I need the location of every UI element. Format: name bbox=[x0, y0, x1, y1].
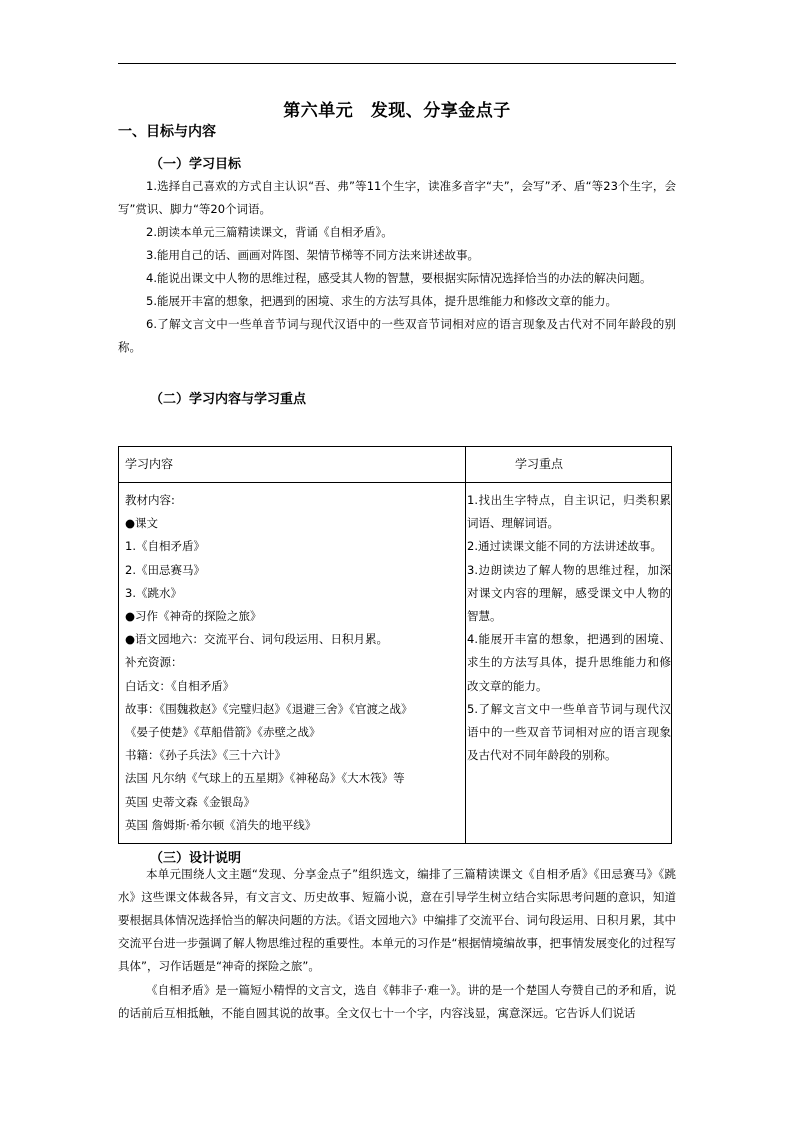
content-line: 英国 詹姆斯·希尔顿《消失的地平线》 bbox=[125, 817, 317, 832]
subheading-learning-goals: （一）学习目标 bbox=[150, 157, 242, 172]
table-cell-content bbox=[125, 489, 461, 837]
goal-item: 1.选择自己喜欢的方式自主认识“吾、弗”等11个生字，读准多音字“夫”，会写”矛、盾“等23个生字，会写”赏识、脚力“等20个词语。 bbox=[118, 179, 676, 216]
goal-item: 5.能展开丰富的想象，把遇到的困境、求生的方法写具体，提升思维能力和修改文章的能力。 bbox=[146, 294, 617, 308]
goal-item: 3.能用自己的话、画画对阵图、架情节梯等不同方法来讲述故事。 bbox=[146, 248, 479, 262]
table-header-focus: 学习重点 bbox=[515, 457, 564, 471]
content-line: 《晏子使楚》《草船借箭》《赤壁之战》 bbox=[125, 725, 321, 740]
focus-item: 4.能展开丰富的想象，把遇到的困境、求生的方法写具体，提升思维能力和修改文章的能力。 bbox=[467, 632, 671, 693]
focus-item: 1.找出生字特点，自主识记，归类积累词语、理解词语。 bbox=[467, 493, 671, 531]
goal-item: 2.朗读本单元三篇精读课文，背诵《自相矛盾》。 bbox=[146, 225, 393, 239]
table-cell-focus bbox=[467, 489, 671, 767]
content-line: ●语文园地六：交流平台、词句段运用、日积月累。 bbox=[125, 632, 389, 647]
focus-item: 3.边朗读边了解人物的思维过程，加深对课文内容的理解，感受课文中人物的智慧。 bbox=[467, 562, 671, 624]
focus-item: 2.通过读课文能不同的方法讲述故事。 bbox=[467, 539, 662, 554]
content-line: 故事：《围魏救赵》《完璧归赵》《退避三舍》《官渡之战》 bbox=[125, 701, 413, 716]
section-heading-goals-content: 一、目标与内容 bbox=[118, 124, 216, 140]
content-line: 法国 凡尔纳《气球上的五星期》《神秘岛》《大木筏》等 bbox=[125, 771, 405, 786]
design-paragraph: 《自相矛盾》是一篇短小精悍的文言文，选自《韩非子·难一》。讲的是一个楚国人夸赞自己的矛和盾，说的话前后互相抵触，不能自圆其说的故事。全文仅七十一个字，内容浅显，寓意深远。它告诉人们说话 bbox=[118, 983, 676, 1020]
subheading-design-notes: （三）设计说明 bbox=[150, 851, 242, 866]
content-line: 白话文：《自相矛盾》 bbox=[125, 678, 235, 693]
unit-title: 第六单元 发现、分享金点子 bbox=[283, 101, 511, 121]
header-rule bbox=[118, 63, 676, 64]
content-line: ●习作《神奇的探险之旅》 bbox=[125, 609, 262, 624]
subheading-content-focus: （二）学习内容与学习重点 bbox=[150, 392, 307, 407]
content-line: 英国 史蒂文森《金银岛》 bbox=[125, 794, 256, 809]
content-line: 1.《自相矛盾》 bbox=[125, 539, 205, 554]
content-focus-table bbox=[118, 446, 672, 844]
focus-item: 5.了解文言文中一些单音节词与现代汉语中的一些双音节词相对应的语言现象及古代对不同年龄段的别称。 bbox=[467, 701, 671, 763]
content-line: 书籍：《孙子兵法》《三十六计》 bbox=[125, 748, 286, 763]
content-line: ●课文 bbox=[125, 516, 159, 531]
table-header-content: 学习内容 bbox=[125, 457, 174, 471]
table-column-divider bbox=[465, 447, 466, 843]
design-paragraph: 本单元围绕人文主题“发现、分享金点子”组织选文，编排了三篇精读课文《自相矛盾》《田忌赛马》《跳水》这些课文体裁各异，有文言文、历史故事、短篇小说，意在引导学生树立结合实际思考问题的意识，知道要根据具体情况选择恰当的解决问题的方法。《语文园地六》中编排了交流平台、词句段运用、日积月累，其中交流平台进一步强调了解人物思维过程的重要性。本单元的习作是“根据情境编故事，把事情发展变化的过程写具体”，习作话题是“神奇的探险之旅”。 bbox=[118, 867, 676, 973]
content-line: 2.《田忌赛马》 bbox=[125, 562, 205, 577]
content-line: 3.《跳水》 bbox=[125, 585, 182, 600]
goal-item: 6.了解文言文中一些单音节词与现代汉语中的一些双音节词相对应的语言现象及古代对不同年龄段的别称。 bbox=[118, 317, 676, 354]
content-line: 教材内容: bbox=[125, 493, 175, 507]
goal-item: 4.能说出课文中人物的思维过程，感受其人物的智慧，要根据实际情况选择恰当的办法的解决问题。 bbox=[146, 271, 652, 285]
content-line: 补充资源： bbox=[125, 655, 183, 670]
table-header-divider bbox=[119, 482, 671, 483]
